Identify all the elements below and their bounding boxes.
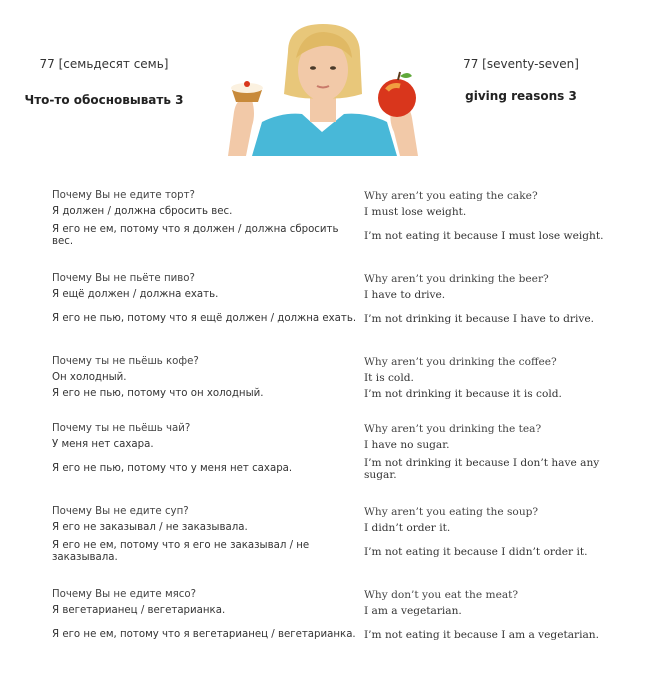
answer-ru: Я его не заказывал / не заказывала. — [52, 522, 248, 533]
answer-ru: У меня нет сахара. — [52, 439, 154, 450]
full-answer-en: I’m not eating it because I didn’t order it. — [364, 546, 588, 558]
full-answer-en: I’m not drinking it because it is cold. — [364, 388, 562, 400]
lesson-title-en: giving reasons 3 — [465, 89, 577, 103]
answer-en: I must lose weight. — [364, 206, 467, 218]
question-row — [52, 271, 622, 287]
full-answer-row — [52, 619, 622, 651]
question-ru: Почему Вы не едите мясо? — [52, 589, 196, 600]
phrase-group — [52, 504, 622, 568]
full-answer-ru: Я его не ем, потому что я должен / должна сбросить вес. — [52, 224, 339, 247]
full-answer-ru: Я его не пью, потому что он холодный. — [52, 388, 264, 399]
question-en: Why aren’t you drinking the coffee? — [364, 356, 557, 368]
full-answer-ru: Я его не пью, потому что у меня нет сахара. — [52, 463, 293, 474]
full-answer-row — [52, 453, 622, 485]
lesson-number-ru: 77 [семьдесят семь] — [39, 57, 169, 71]
answer-ru: Я должен / должна сбросить вес. — [52, 206, 233, 217]
answer-en: I have no sugar. — [364, 439, 450, 451]
woman-with-cake-and-apple-image — [222, 22, 424, 156]
question-ru: Почему ты не пьёшь кофе? — [52, 356, 199, 367]
question-ru: Почему Вы не пьёте пиво? — [52, 273, 195, 284]
answer-en: I have to drive. — [364, 289, 446, 301]
answer-ru: Он холодный. — [52, 372, 127, 383]
lesson-header-en — [446, 56, 596, 104]
answer-ru: Я ещё должен / должна ехать. — [52, 289, 219, 300]
question-ru: Почему Вы не едите суп? — [52, 506, 189, 517]
question-en: Why aren’t you eating the cake? — [364, 190, 538, 202]
question-row — [52, 421, 622, 437]
phrase-group — [52, 271, 622, 335]
full-answer-en: I’m not eating it because I must lose weight. — [364, 230, 604, 242]
full-answer-row — [52, 220, 622, 252]
phrase-group — [52, 188, 622, 252]
full-answer-ru: Я его не пью, потому что я ещё должен / должна ехать. — [52, 313, 357, 324]
question-row — [52, 587, 622, 603]
full-answer-row — [52, 303, 622, 335]
question-row — [52, 504, 622, 520]
phrase-group — [52, 354, 622, 402]
full-answer-row — [52, 386, 622, 402]
question-row — [52, 354, 622, 370]
full-answer-en: I’m not drinking it because I don’t have any sugar. — [364, 457, 600, 481]
answer-en: It is cold. — [364, 372, 414, 384]
full-answer-en: I’m not drinking it because I have to drive. — [364, 313, 595, 325]
full-answer-ru: Я его не ем, потому что я его не заказывал / не заказывала. — [52, 540, 310, 563]
question-row — [52, 188, 622, 204]
full-answer-row — [52, 536, 622, 568]
answer-en: I didn’t order it. — [364, 522, 451, 534]
answer-row — [52, 204, 622, 220]
question-en: Why aren’t you eating the soup? — [364, 506, 539, 518]
phrase-group — [52, 587, 622, 651]
answer-row — [52, 520, 622, 536]
lesson-number-en: 77 [seventy-seven] — [463, 57, 579, 71]
question-ru: Почему Вы не едите торт? — [52, 190, 195, 201]
answer-row — [52, 603, 622, 619]
answer-ru: Я вегетарианец / вегетарианка. — [52, 605, 226, 616]
full-answer-ru: Я его не ем, потому что я вегетарианец / вегетарианка. — [52, 629, 356, 640]
full-answer-en: I’m not eating it because I am a vegetarian. — [364, 629, 600, 641]
lesson-title-ru: Что-то обосновывать 3 — [24, 93, 184, 107]
answer-row — [52, 287, 622, 303]
question-ru: Почему ты не пьёшь чай? — [52, 423, 191, 434]
answer-en: I am a vegetarian. — [364, 605, 462, 617]
answer-row — [52, 370, 622, 386]
lesson-illustration — [222, 22, 424, 156]
answer-row — [52, 437, 622, 453]
phrase-group — [52, 421, 622, 485]
phrase-list — [52, 188, 622, 670]
lesson-header-ru — [20, 56, 188, 108]
question-en: Why aren’t you drinking the beer? — [364, 273, 549, 285]
question-en: Why aren’t you drinking the tea? — [364, 423, 542, 435]
question-en: Why don’t you eat the meat? — [364, 589, 519, 601]
